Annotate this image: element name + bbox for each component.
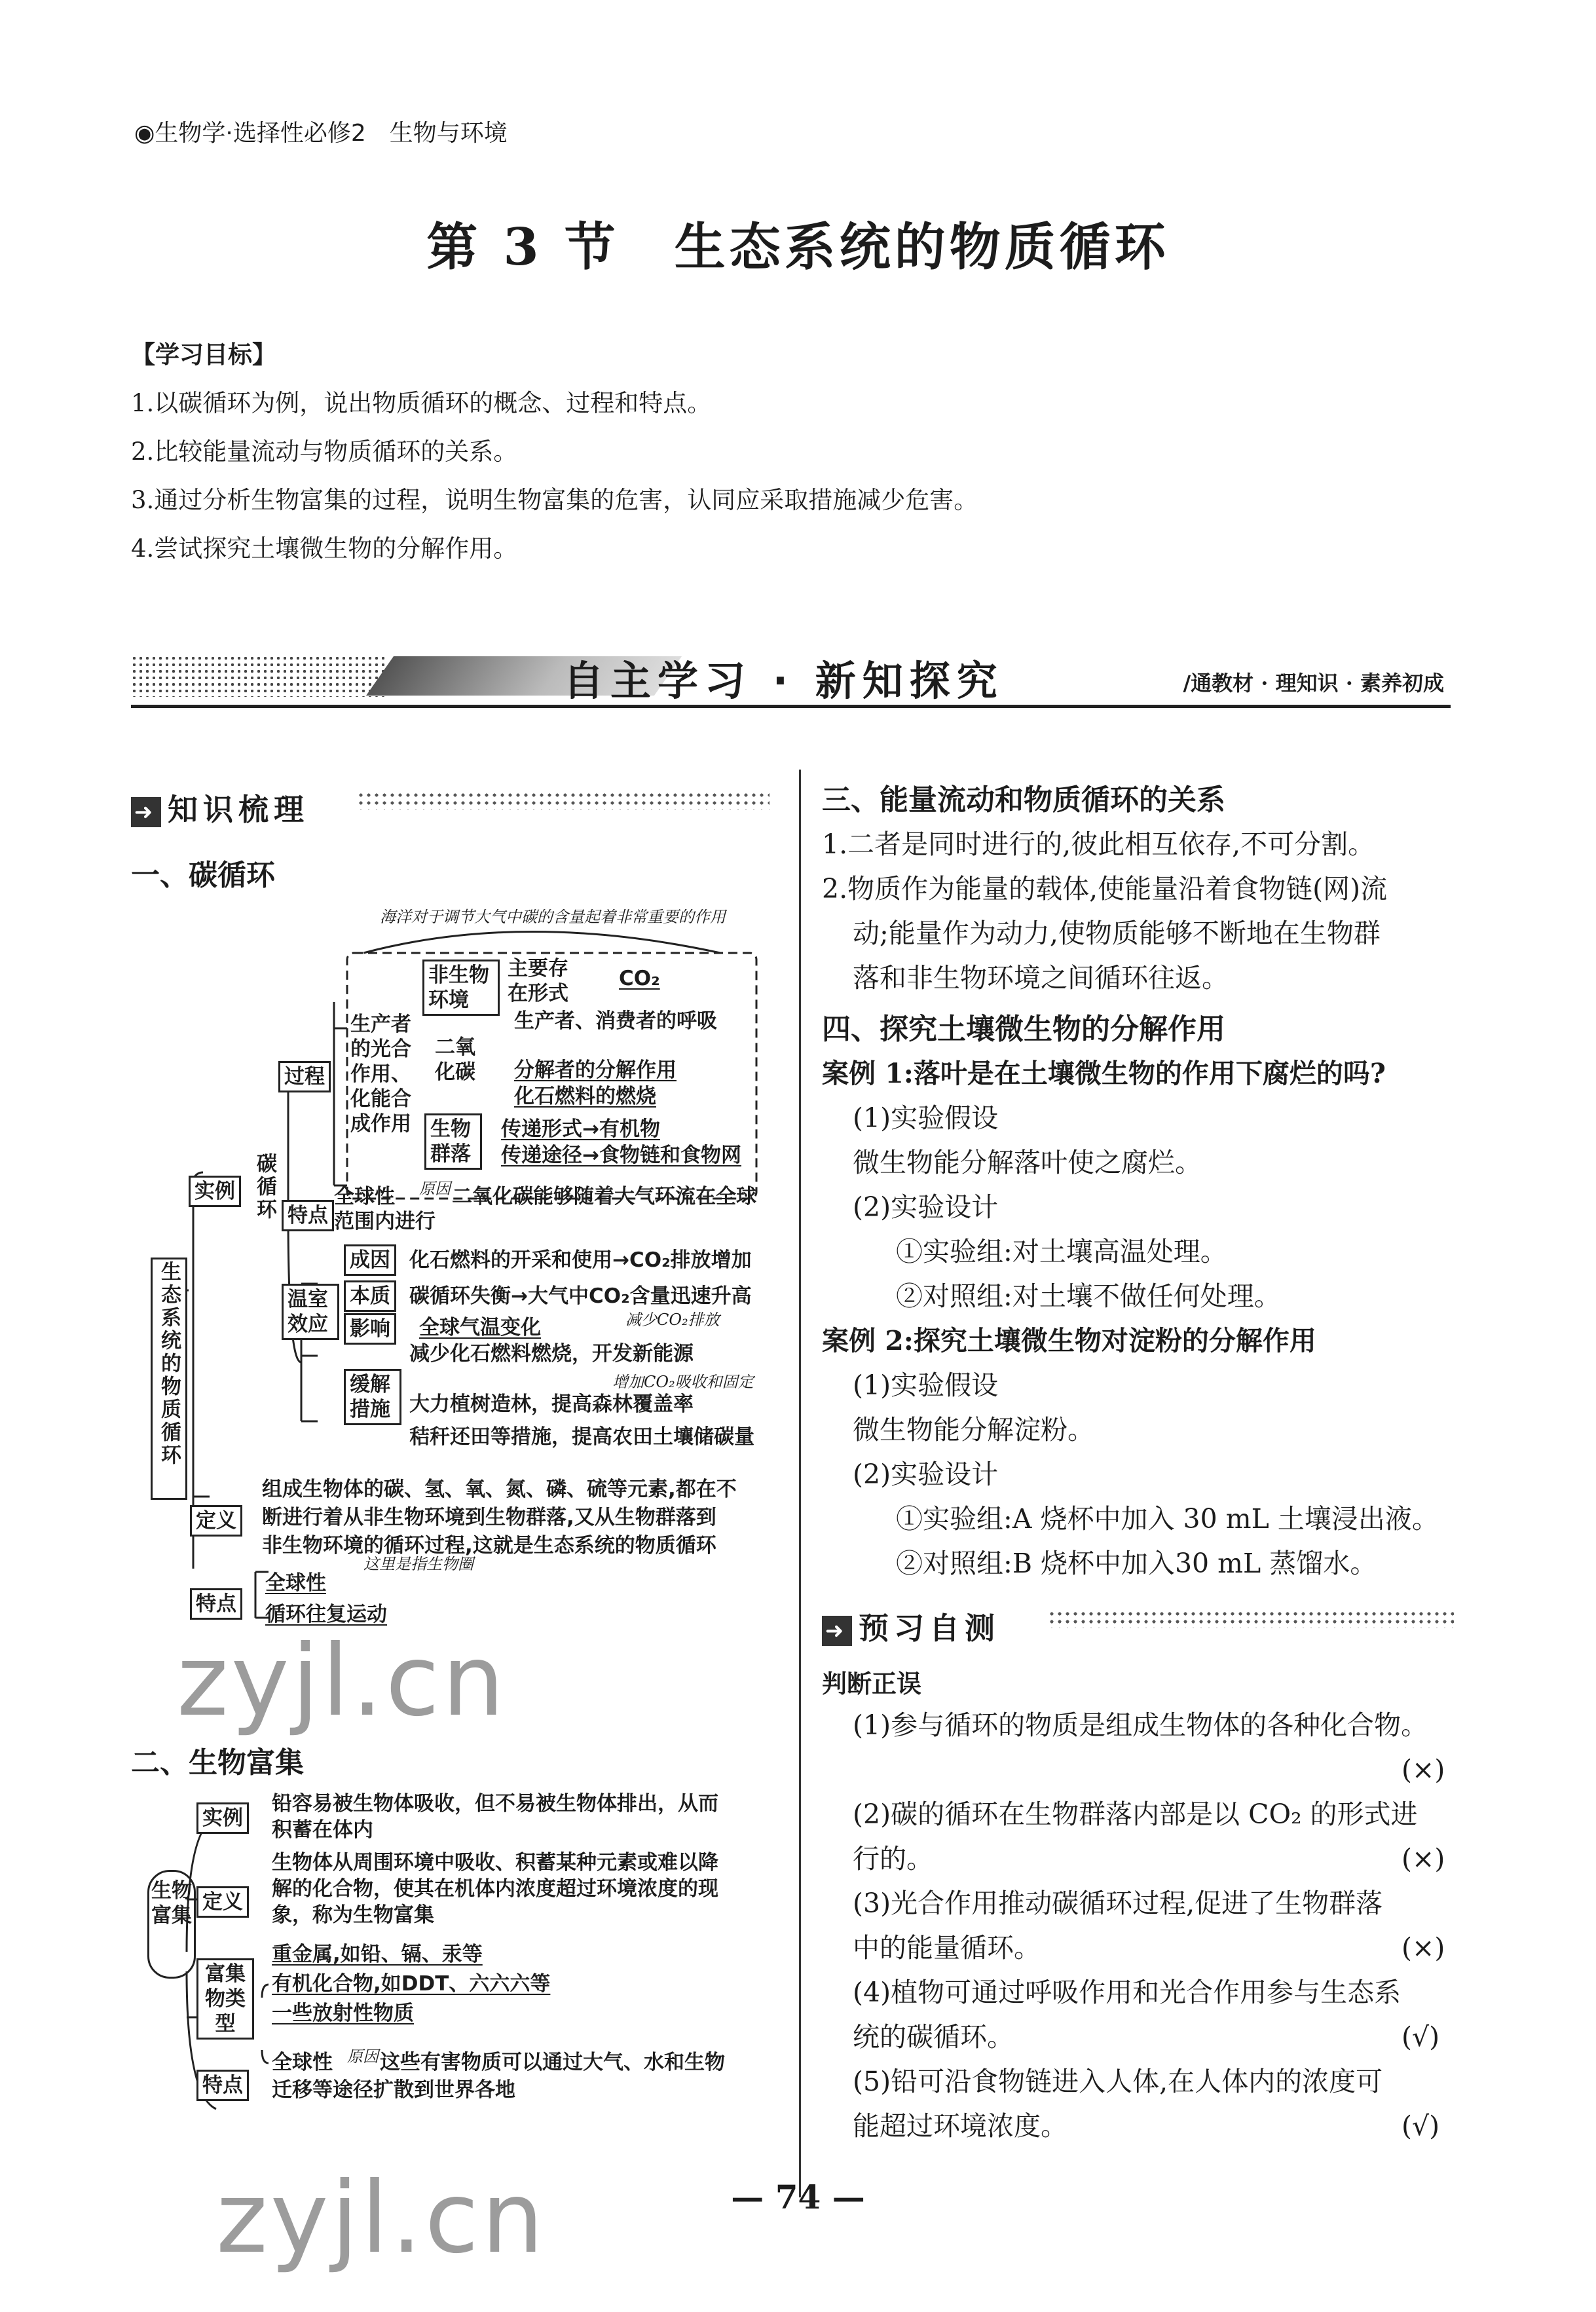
breadcrumb: ◉生物学·选择性必修2 生物与环境 <box>134 120 508 147</box>
main-form-label: 主要存在形式 <box>508 957 568 1005</box>
objective-item: 4.尝试探究土壤微生物的分解作用。 <box>131 534 518 563</box>
self-test-label: 预习自测 <box>859 1611 1000 1646</box>
bio-feature-reason: 迁移等途径扩散到世界各地 <box>272 2078 515 2102</box>
judge-answer: (√) <box>1401 2110 1440 2142</box>
impact-text: 全球气温变化 <box>419 1316 541 1339</box>
bio-node-types: 富集物类型 <box>196 1958 254 2040</box>
judge-line: (2)碳的循环在生物群落内部是以 CO₂ 的形式进 <box>853 1799 1418 1830</box>
judge-line: 行的。 <box>853 1843 933 1874</box>
type-organic: 有机化合物,如DDT、六六六等 <box>272 1972 551 1996</box>
dotted-rule <box>1048 1610 1454 1628</box>
judge-line: (5)铅可沿食物链进入人体,在人体内的浓度可 <box>853 2066 1383 2097</box>
watermark: zyjl.cn <box>177 1624 508 1738</box>
definition-line: 断进行着从非生物环境到生物群落,又从生物群落到 <box>262 1506 716 1529</box>
node-mitigation: 缓解措施 <box>344 1369 401 1425</box>
node-essence: 本质 <box>344 1280 396 1312</box>
dotted-rule <box>357 791 770 810</box>
feature-cause-note: 原因 <box>419 1180 451 1198</box>
type-radioactive: 一些放射性物质 <box>272 2002 414 2025</box>
s3-line: 1.二者是同时进行的,彼此相互依存,不可分割。 <box>822 829 1375 860</box>
banner-rule <box>131 705 1451 708</box>
bio-node-definition: 定义 <box>196 1886 249 1918</box>
section-4-title: 四、探究土壤微生物的分解作用 <box>822 1013 1225 1046</box>
objective-item: 2.比较能量流动与物质循环的关系。 <box>131 438 518 466</box>
case-1-line: (1)实验假设 <box>853 1102 999 1134</box>
mitigation-3: 秸秆还田等措施，提高农田土壤储碳量 <box>409 1425 754 1449</box>
s3-line: 动;能量作为动力,使物质能够不断地在生物群 <box>853 918 1381 949</box>
self-test-title <box>822 1605 1000 1648</box>
banner-title: 自主学习 · 新知探究 <box>563 657 1004 705</box>
bio-magnification-heading: 二、生物富集 <box>131 1746 304 1780</box>
judge-line: 能超过环境浓度。 <box>853 2110 1067 2142</box>
node-root: 生态系统的物质循环 <box>151 1258 187 1500</box>
bio-example-line: 积蓄在体内 <box>272 1818 373 1842</box>
page-number: — 74 — <box>731 2178 865 2216</box>
node-nonbio-env: 非生物环境 <box>422 960 500 1016</box>
s3-line: 2.物质作为能量的载体,使能量沿着食物链(网)流 <box>822 873 1388 904</box>
judge-line: 统的碳循环。 <box>853 2021 1014 2053</box>
judge-answer: (√) <box>1401 2021 1440 2053</box>
bio-feature-reason: 这些有害物质可以通过大气、水和生物 <box>380 2051 725 2074</box>
watermark: zyjl.cn <box>216 2161 547 2275</box>
bio-root: 生物富集 <box>147 1870 196 1979</box>
feature-global: 全球性 <box>334 1185 395 1208</box>
node-carbon-cycle: 碳循环 <box>253 1153 276 1221</box>
banner-subtitle: /通教材 · 理知识 · 素养初成 <box>1183 671 1444 696</box>
judge-answer: (×) <box>1401 1843 1445 1874</box>
node-example: 实例 <box>189 1176 241 1207</box>
node-definition: 定义 <box>190 1505 242 1537</box>
judge-line: (3)光合作用推动碳循环过程,促进了生物群落 <box>853 1888 1383 1919</box>
definition-line: 组成生物体的碳、氢、氧、氮、磷、硫等元素,都在不 <box>262 1478 737 1501</box>
node-process: 过程 <box>278 1061 331 1092</box>
mitigation-2: 大力植树造林，提高森林覆盖率 <box>409 1392 694 1416</box>
case-2-line: (2)实验设计 <box>853 1459 999 1490</box>
objective-item: 3.通过分析生物富集的过程，说明生物富集的危害，认同应采取措施减少危害。 <box>131 486 978 514</box>
judge-answer: (×) <box>1401 1754 1445 1785</box>
decomposition: 分解者的分解作用 <box>514 1058 677 1082</box>
node-feature2: 特点 <box>190 1588 242 1620</box>
co2-node: 二氧化碳 <box>435 1035 475 1084</box>
bio-def-line: 解的化合物，使其在机体内浓度超过环境浓度的现 <box>272 1877 718 1901</box>
ocean-note: 海洋对于调节大气中碳的含量起着非常重要的作用 <box>380 908 726 926</box>
co2-form: CO₂ <box>619 967 660 990</box>
learning-objectives <box>131 331 1441 573</box>
feature2-global: 全球性 <box>265 1571 326 1595</box>
case-2-line: ①实验组:A 烧杯中加入 30 mL 土壤浸出液。 <box>896 1503 1439 1535</box>
bio-example-line: 铅容易被生物体吸收，但不易被生物体排出，从而 <box>272 1792 718 1816</box>
definition-line: 非生物环境的循环过程,这就是生态系统的物质循环 <box>262 1534 716 1557</box>
carbon-cycle-heading: 一、碳循环 <box>131 859 275 892</box>
knowledge-section-title <box>131 786 309 829</box>
case-2-title: 案例 2:探究土壤微生物对淀粉的分解作用 <box>822 1325 1316 1356</box>
arrow-icon: ➜ <box>131 797 161 827</box>
node-community: 生物群落 <box>424 1113 482 1170</box>
transfer-path: 传递途径→食物链和食物网 <box>501 1144 741 1167</box>
case-1-line: ①实验组:对土壤高温处理。 <box>896 1236 1227 1267</box>
absorb-note: 增加CO₂吸收和固定 <box>612 1373 754 1391</box>
objective-item: 1.以碳循环为例，说出物质循环的概念、过程和特点。 <box>131 389 712 417</box>
cause-text: 化石燃料的开采和使用→CO₂排放增加 <box>409 1248 752 1272</box>
case-2-line: ②对照组:B 烧杯中加入30 mL 蒸馏水。 <box>896 1548 1377 1579</box>
arrow-icon: ➜ <box>822 1616 852 1646</box>
bio-feature-global: 全球性 <box>272 2051 333 2074</box>
node-greenhouse: 温室效应 <box>282 1284 339 1340</box>
feature2-cycle: 循环往复运动 <box>265 1603 387 1626</box>
reduce-note: 减少CO₂排放 <box>625 1311 720 1329</box>
judge-line: (1)参与循环的物质是组成生物体的各种化合物。 <box>853 1709 1428 1741</box>
biosphere-note: 这里是指生物圈 <box>363 1555 473 1573</box>
bio-feature-cause: 原因 <box>347 2047 379 2066</box>
bio-def-line: 象，称为生物富集 <box>272 1903 434 1927</box>
case-2-line: 微生物能分解淀粉。 <box>853 1414 1094 1445</box>
objectives-heading: 【学习目标】 <box>131 341 276 369</box>
node-impact: 影响 <box>344 1313 396 1345</box>
mitigation-1: 减少化石燃料燃烧，开发新能源 <box>409 1342 694 1366</box>
case-1-line: (2)实验设计 <box>853 1191 999 1223</box>
case-1-line: 微生物能分解落叶使之腐烂。 <box>853 1147 1202 1178</box>
judge-line: (4)植物可通过呼吸作用和光合作用参与生态系 <box>853 1977 1401 2008</box>
s3-line: 落和非生物环境之间循环往返。 <box>853 962 1229 994</box>
transfer-form: 传递形式→有机物 <box>501 1117 660 1141</box>
bio-def-line: 生物体从周围环境中吸收、积蓄某种元素或难以降 <box>272 1851 718 1874</box>
essence-text: 碳循环失衡→大气中CO₂含量迅速升高 <box>409 1284 752 1308</box>
case-1-title: 案例 1:落叶是在土壤微生物的作用下腐烂的吗? <box>822 1058 1386 1089</box>
producer-note: 生产者的光合作用、化能合成作用 <box>350 1013 411 1136</box>
respiration: 生产者、消费者的呼吸 <box>514 1009 717 1033</box>
page-title: 第 3 节 生态系统的物质循环 <box>426 217 1170 277</box>
bio-node-example: 实例 <box>196 1802 249 1834</box>
case-2-line: (1)实验假设 <box>853 1370 999 1401</box>
judge-line: 中的能量循环。 <box>853 1932 1041 1964</box>
section-banner <box>131 648 1451 707</box>
banner-dot-pattern <box>131 655 386 697</box>
column-divider <box>799 770 801 2197</box>
judge-title: 判断正误 <box>822 1669 922 1698</box>
knowledge-section-label: 知识梳理 <box>168 792 309 827</box>
node-feature: 特点 <box>282 1200 334 1231</box>
feature-reason: 二氧化碳能够随着大气环流在全球范围内进行 <box>334 1185 756 1233</box>
fossil-burning: 化石燃料的燃烧 <box>514 1085 656 1108</box>
case-1-line: ②对照组:对土壤不做任何处理。 <box>896 1280 1281 1312</box>
judge-answer: (×) <box>1401 1932 1445 1964</box>
section-3-title: 三、能量流动和物质循环的关系 <box>822 783 1225 817</box>
bio-node-feature: 特点 <box>196 2070 249 2101</box>
type-heavy-metal: 重金属,如铅、镉、汞等 <box>272 1943 483 1966</box>
node-cause: 成因 <box>344 1244 396 1276</box>
